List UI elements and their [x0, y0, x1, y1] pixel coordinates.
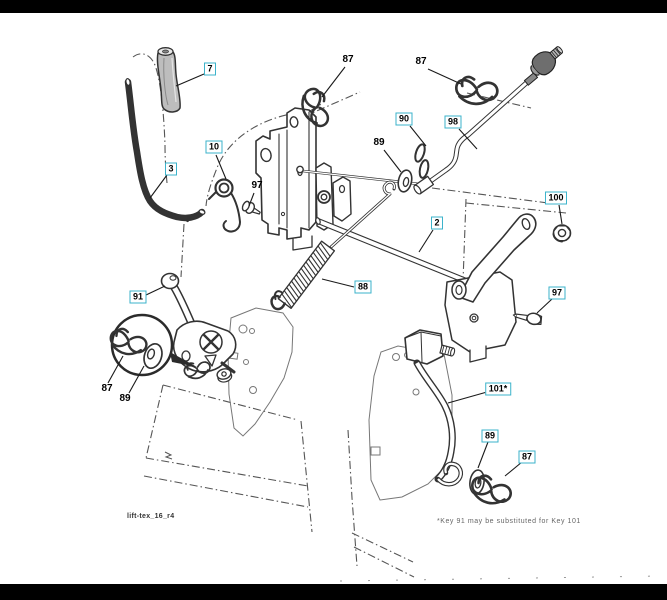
leader-line — [322, 67, 345, 97]
callout-key-90[interactable]: 90 — [395, 113, 412, 126]
leader-line — [419, 230, 433, 252]
footnote: *Key 91 may be substituted for Key 101 — [437, 518, 581, 525]
callout-key-89: 89 — [373, 137, 385, 148]
lift-link-lever — [162, 274, 236, 384]
callout-key-87: 87 — [101, 383, 113, 394]
callout-key-89[interactable]: 89 — [481, 430, 498, 443]
callout-key-10[interactable]: 10 — [205, 141, 222, 154]
lift-handle-grip — [157, 48, 180, 112]
callout-key-89: 89 — [119, 393, 131, 404]
callout-key-3[interactable]: 3 — [165, 163, 177, 176]
leader-line — [146, 286, 165, 295]
flange-bolt-left — [241, 200, 262, 218]
leader-line — [448, 392, 487, 403]
leader-line — [150, 175, 167, 198]
flat-washer-bottom-right — [468, 469, 485, 495]
flat-washer-top — [396, 169, 413, 193]
callout-key-98[interactable]: 98 — [444, 116, 461, 129]
callout-key-97[interactable]: 97 — [548, 287, 565, 300]
leader-line — [176, 74, 204, 86]
callout-key-2[interactable]: 2 — [431, 217, 443, 230]
lift-link-rod — [413, 41, 568, 196]
leader-line — [322, 279, 354, 287]
leader-line — [478, 442, 488, 468]
drawing-id: lift-tex_16_r4 — [127, 513, 175, 520]
flange-nut — [554, 225, 571, 242]
callout-key-100[interactable]: 100 — [545, 192, 567, 205]
callout-key-88[interactable]: 88 — [354, 281, 371, 294]
callout-key-91[interactable]: 91 — [129, 291, 146, 304]
leader-line — [410, 126, 426, 146]
callout-key-87: 87 — [415, 56, 427, 67]
mount-bracket — [256, 108, 316, 250]
torsion-spring — [209, 180, 240, 232]
lift-shaft-crank — [445, 214, 536, 362]
leader-line — [559, 205, 562, 224]
phantom-lines — [133, 54, 662, 581]
callout-key-87[interactable]: 87 — [518, 451, 535, 464]
leader-line — [537, 299, 552, 313]
callout-key-87: 87 — [342, 54, 354, 65]
leader-line — [428, 69, 461, 84]
leader-line — [384, 150, 401, 172]
chain-links — [413, 143, 429, 178]
callout-key-7[interactable]: 7 — [204, 63, 216, 76]
callout-key-97: 97 — [251, 180, 263, 191]
leader-line — [505, 462, 522, 476]
deck-bracket-ghost-left — [228, 308, 293, 436]
callout-key-101[interactable]: 101* — [485, 383, 511, 396]
